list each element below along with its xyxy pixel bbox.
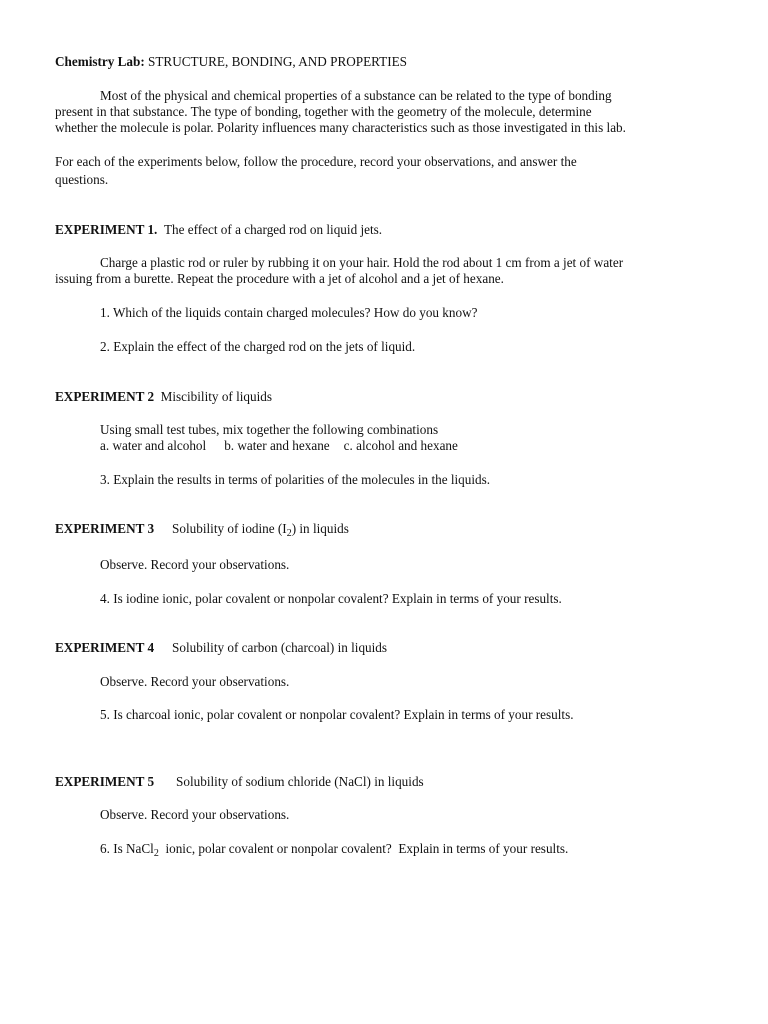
- experiment-5-heading: EXPERIMENT 5: [55, 774, 155, 789]
- experiment-2-heading-row: [55, 389, 272, 406]
- question-6-pre: 6. Is NaCl: [100, 841, 154, 856]
- experiment-4-subtitle: Solubility of carbon (charcoal) in liquids: [172, 640, 388, 655]
- document-title: [55, 54, 407, 71]
- experiment-5-heading-row: [55, 774, 424, 791]
- question-2: 2. Explain the effect of the charged rod on the jets of liquid.: [100, 339, 416, 354]
- question-6-subscript: 2: [153, 848, 159, 859]
- experiment-5-observe: Observe. Record your observations.: [100, 807, 290, 822]
- combination-b: b. water and hexane: [224, 438, 330, 453]
- experiment-4-heading-row: [55, 640, 387, 657]
- experiment-3-subscript: 2: [286, 528, 292, 539]
- combination-a: a. water and alcohol: [100, 438, 207, 453]
- experiment-2-subtitle: Miscibility of liquids: [160, 389, 273, 404]
- experiment-4-observe: Observe. Record your observations.: [100, 674, 290, 689]
- experiment-3-heading-row: [55, 521, 349, 540]
- experiment-5-subtitle: Solubility of sodium chloride (NaCl) in liquids: [176, 774, 424, 789]
- experiment-1-procedure-line-1: Charge a plastic rod or ruler by rubbing it on your hair. Hold the rod about 1 cm from a jet of water: [100, 255, 624, 270]
- instructions-line-2: questions.: [55, 172, 109, 187]
- experiment-3-heading: EXPERIMENT 3: [55, 521, 155, 536]
- experiment-2-combinations: [100, 438, 458, 455]
- combination-c: c. alcohol and hexane: [343, 438, 458, 453]
- experiment-3-subtitle-pre: Solubility of iodine (I: [172, 521, 287, 536]
- experiment-1-heading-row: [55, 222, 382, 239]
- intro-line-3: whether the molecule is polar. Polarity influences many characteristics such as those investigated in this lab.: [55, 120, 626, 135]
- title-text: STRUCTURE, BONDING, AND PROPERTIES: [144, 54, 407, 69]
- question-4: 4. Is iodine ionic, polar covalent or nonpolar covalent? Explain in terms of your results.: [100, 591, 562, 606]
- experiment-2-procedure: Using small test tubes, mix together the following combinations: [100, 422, 439, 437]
- experiment-1-heading: EXPERIMENT 1.: [55, 222, 158, 237]
- intro-line-2: present in that substance. The type of bonding, together with the geometry of the molecule, determine: [55, 104, 592, 119]
- question-6: [100, 841, 568, 860]
- question-6-post: ionic, polar covalent or nonpolar covalent? Explain in terms of your results.: [158, 841, 569, 856]
- intro-line-1: Most of the physical and chemical properties of a substance can be related to the type of bonding: [100, 88, 612, 103]
- instructions-line-1: For each of the experiments below, follow the procedure, record your observations, and answer the: [55, 154, 577, 169]
- question-5: 5. Is charcoal ionic, polar covalent or nonpolar covalent? Explain in terms of your results.: [100, 707, 574, 722]
- question-1: 1. Which of the liquids contain charged molecules? How do you know?: [100, 305, 478, 320]
- experiment-3-observe: Observe. Record your observations.: [100, 557, 290, 572]
- experiment-1-subtitle: The effect of a charged rod on liquid jets.: [163, 222, 383, 237]
- experiment-2-heading: EXPERIMENT 2: [55, 389, 155, 404]
- experiment-4-heading: EXPERIMENT 4: [55, 640, 155, 655]
- title-label: Chemistry Lab:: [55, 54, 145, 69]
- question-3: 3. Explain the results in terms of polarities of the molecules in the liquids.: [100, 472, 491, 487]
- experiment-1-procedure-line-2: issuing from a burette. Repeat the procedure with a jet of alcohol and a jet of hexane.: [55, 271, 504, 286]
- experiment-3-subtitle-post: ) in liquids: [291, 521, 349, 536]
